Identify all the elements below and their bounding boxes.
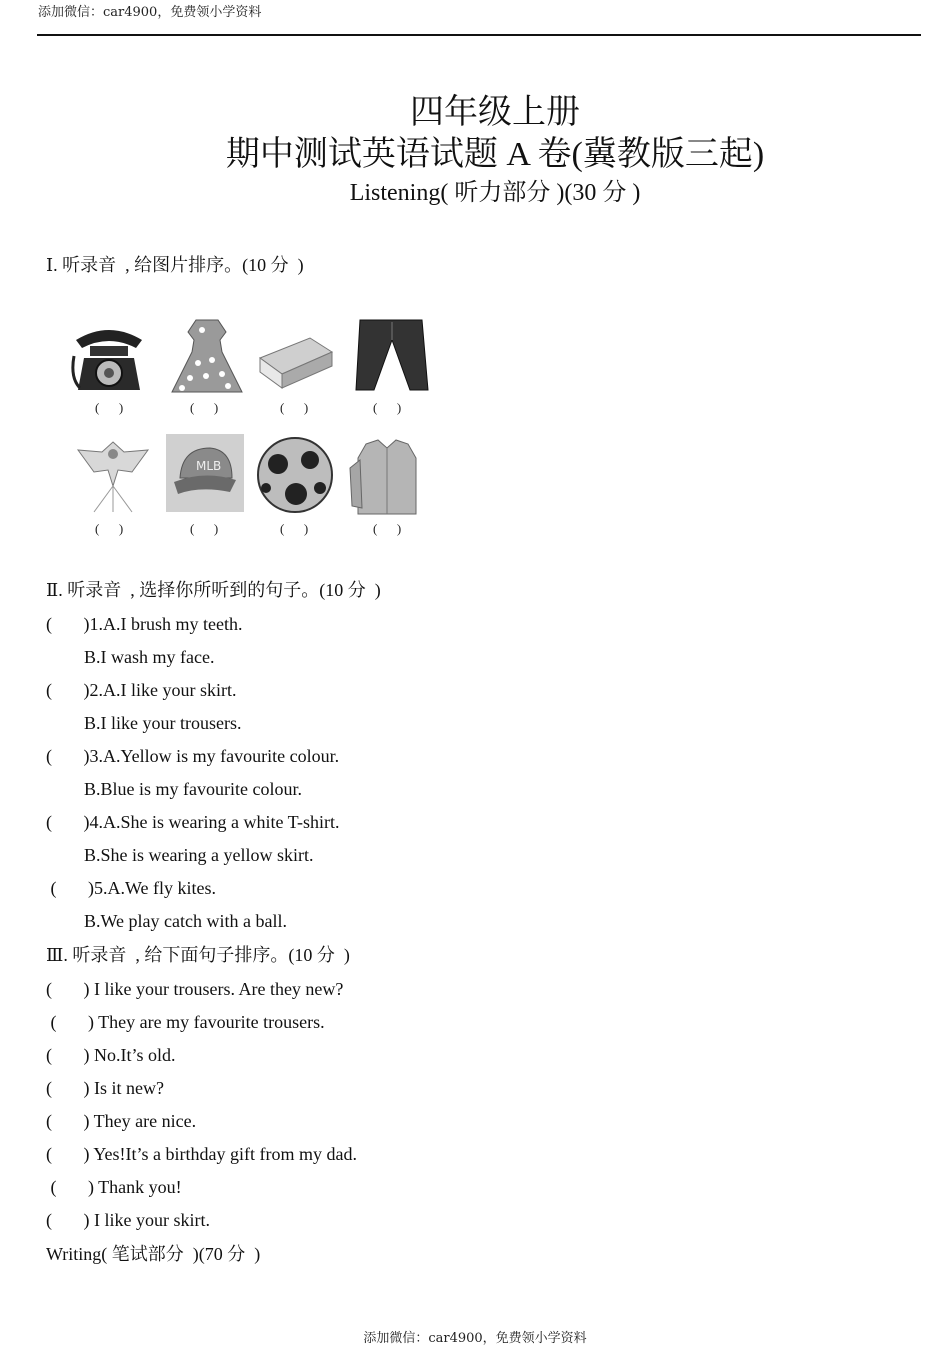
kite-icon (74, 436, 152, 514)
q3-option-a: ( )3.A.Yellow is my favourite colour. (46, 746, 340, 766)
book-icon (256, 318, 334, 396)
section3-heading: Ⅲ. 听录音 , 给下面句子排序。(10 分 ) (46, 945, 350, 965)
svg-text:MLB: MLB (196, 459, 222, 473)
picture-1-answer: ( ) (95, 400, 124, 415)
order-line-2: ( ) They are my favourite trousers. (46, 1012, 325, 1032)
order-line-7: ( ) Thank you! (46, 1177, 182, 1197)
q4-option-a: ( )4.A.She is wearing a white T-shirt. (46, 812, 340, 832)
q1-option-b: B.I wash my face. (84, 647, 215, 667)
writing-heading: Writing( 笔试部分 )(70 分 ) (46, 1244, 261, 1264)
title-grade: 四年级上册 (410, 94, 580, 131)
section1-heading: Ⅰ. 听录音 , 给图片排序。(10 分 ) (46, 255, 304, 275)
trousers-icon (352, 318, 430, 396)
picture-3-answer: ( ) (280, 400, 309, 415)
ball-icon (256, 436, 334, 514)
picture-5-answer: ( ) (95, 521, 124, 536)
header-rule (37, 34, 921, 36)
shirt-icon (348, 438, 426, 516)
picture-8-answer: ( ) (373, 521, 402, 536)
header-note: 添加微信：car4900，免费领小学资料 (38, 5, 262, 20)
telephone-icon (70, 318, 148, 396)
picture-2-answer: ( ) (190, 400, 219, 415)
q4-option-b: B.She is wearing a yellow skirt. (84, 845, 314, 865)
picture-4-answer: ( ) (373, 400, 402, 415)
q1-option-a: ( )1.A.I brush my teeth. (46, 614, 243, 634)
section2-heading: Ⅱ. 听录音 , 选择你所听到的句子。(10 分 ) (46, 580, 381, 600)
order-line-8: ( ) I like your skirt. (46, 1210, 210, 1230)
title-exam: 期中测试英语试题 A 卷(冀教版三起) (225, 136, 765, 173)
order-line-6: ( ) Yes!It’s a birthday gift from my dad. (46, 1144, 357, 1164)
q2-option-b: B.I like your trousers. (84, 713, 242, 733)
dress-icon (168, 318, 246, 396)
order-line-1: ( ) I like your trousers. Are they new? (46, 979, 344, 999)
order-line-4: ( ) Is it new? (46, 1078, 164, 1098)
q5-option-b: B.We play catch with a ball. (84, 911, 287, 931)
q3-option-b: B.Blue is my favourite colour. (84, 779, 302, 799)
q2-option-a: ( )2.A.I like your skirt. (46, 680, 237, 700)
title-listening: Listening( 听力部分 )(30 分 ) (349, 180, 641, 206)
picture-6-answer: ( ) (190, 521, 219, 536)
order-line-5: ( ) They are nice. (46, 1111, 197, 1131)
cap-icon (166, 434, 244, 512)
q5-option-a: ( )5.A.We fly kites. (46, 878, 217, 898)
picture-7-answer: ( ) (280, 521, 309, 536)
order-line-3: ( ) No.It’s old. (46, 1045, 176, 1065)
footer-note: 添加微信：car4900，免费领小学资料 (363, 1331, 587, 1346)
